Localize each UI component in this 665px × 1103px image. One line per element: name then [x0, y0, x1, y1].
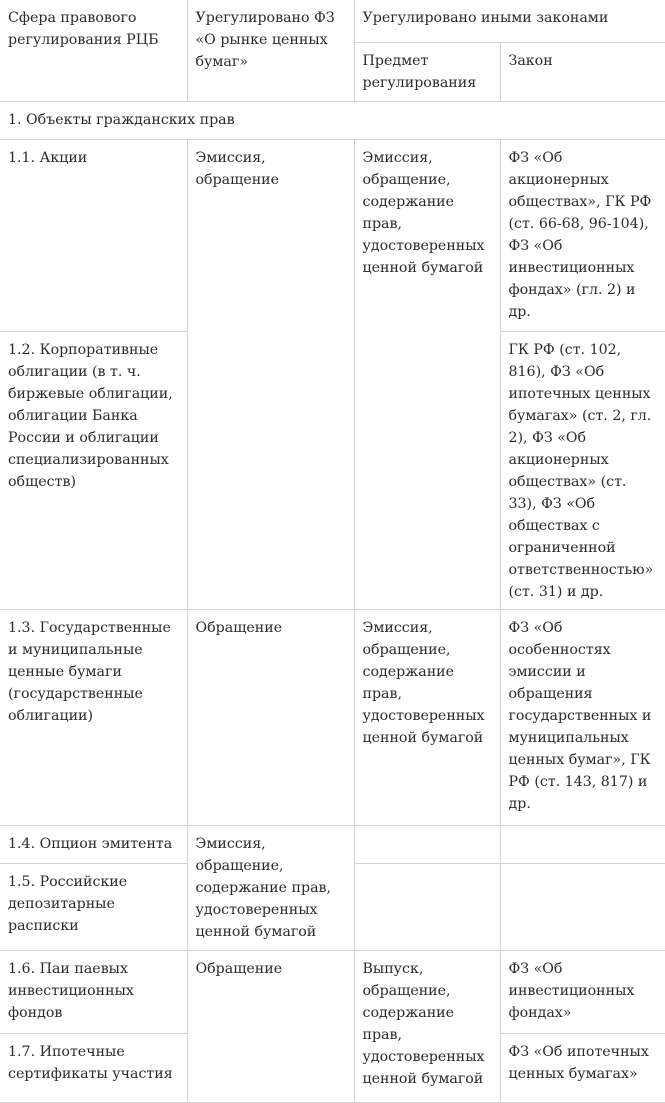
row-1-2-name: 1.2. Корпоративные облигации (в т. ч. биржевые облигации, облигации Банка России и облигации специализированных обществ) — [0, 331, 187, 609]
row-1-6-law: ФЗ «Об инвестиционных фондах» — [500, 950, 665, 1033]
row-1-1-subject: Эмиссия, обращение, содержание прав, удостоверенных ценной бумагой — [354, 139, 500, 609]
row-1-7-name: 1.7. Ипотечные сертификаты участия — [0, 1033, 187, 1102]
row-1-1-name: 1.1. Акции — [0, 139, 187, 331]
table-row — [0, 950, 665, 1033]
row-1-1-fz: Эмиссия, обращение — [187, 139, 354, 609]
header-subject: Предмет регулирования — [354, 42, 500, 101]
row-1-4-law — [500, 825, 665, 863]
section-title: 1. Объекты гражданских прав — [0, 101, 665, 139]
row-1-6-name: 1.6. Паи паевых инвестиционных фондов — [0, 950, 187, 1033]
row-1-3-law: ФЗ «Об особенностях эмиссии и обращения государственных и муниципальных ценных бумаг», ГК РФ (ст. 143, 817) и др. — [500, 609, 665, 825]
header-sphere: Сфера правового регулирования РЦБ — [0, 0, 187, 101]
row-1-6-subject: Выпуск, обращение, содержание прав, удостоверенных ценной бумагой — [354, 950, 500, 1102]
table-row — [0, 139, 665, 331]
row-1-2-law: ГК РФ (ст. 102, 816), ФЗ «Об ипотечных ценных бумагах» (ст. 2, гл. 2), ФЗ «Об акционерных обществах» (ст. 33), ФЗ «Об обществах с ограниченной ответственностью» (ст. 31) и др. — [500, 331, 665, 609]
row-1-5-law — [500, 863, 665, 950]
header-law: Закон — [500, 42, 665, 101]
row-1-3-name: 1.3. Государственные и муниципальные ценные бумаги (государственные облигации) — [0, 609, 187, 825]
row-1-4-fz: Эмиссия, обращение, содержание прав, удостоверенных ценной бумагой — [187, 825, 354, 950]
table-row — [0, 825, 665, 863]
row-1-4-subject — [354, 825, 500, 863]
row-1-7-law: ФЗ «Об ипотечных ценных бумагах» — [500, 1033, 665, 1102]
header-fz: Урегулировано ФЗ «О рынке ценных бумаг» — [187, 0, 354, 101]
row-1-3-fz: Обращение — [187, 609, 354, 825]
table-row — [0, 609, 665, 825]
row-1-5-name: 1.5. Российские депозитарные расписки — [0, 863, 187, 950]
row-1-4-name: 1.4. Опцион эмитента — [0, 825, 187, 863]
row-1-6-fz: Обращение — [187, 950, 354, 1102]
header-other-laws: Урегулировано иными законами — [354, 0, 665, 42]
section-row — [0, 101, 665, 139]
row-1-3-subject: Эмиссия, обращение, содержание прав, удостоверенных ценной бумагой — [354, 609, 500, 825]
table-header-row — [0, 0, 665, 42]
row-1-1-law: ФЗ «Об акционерных обществах», ГК РФ (ст. 66-68, 96-104), ФЗ «Об инвестиционных фондах» (гл. 2) и др. — [500, 139, 665, 331]
row-1-5-subject — [354, 863, 500, 950]
